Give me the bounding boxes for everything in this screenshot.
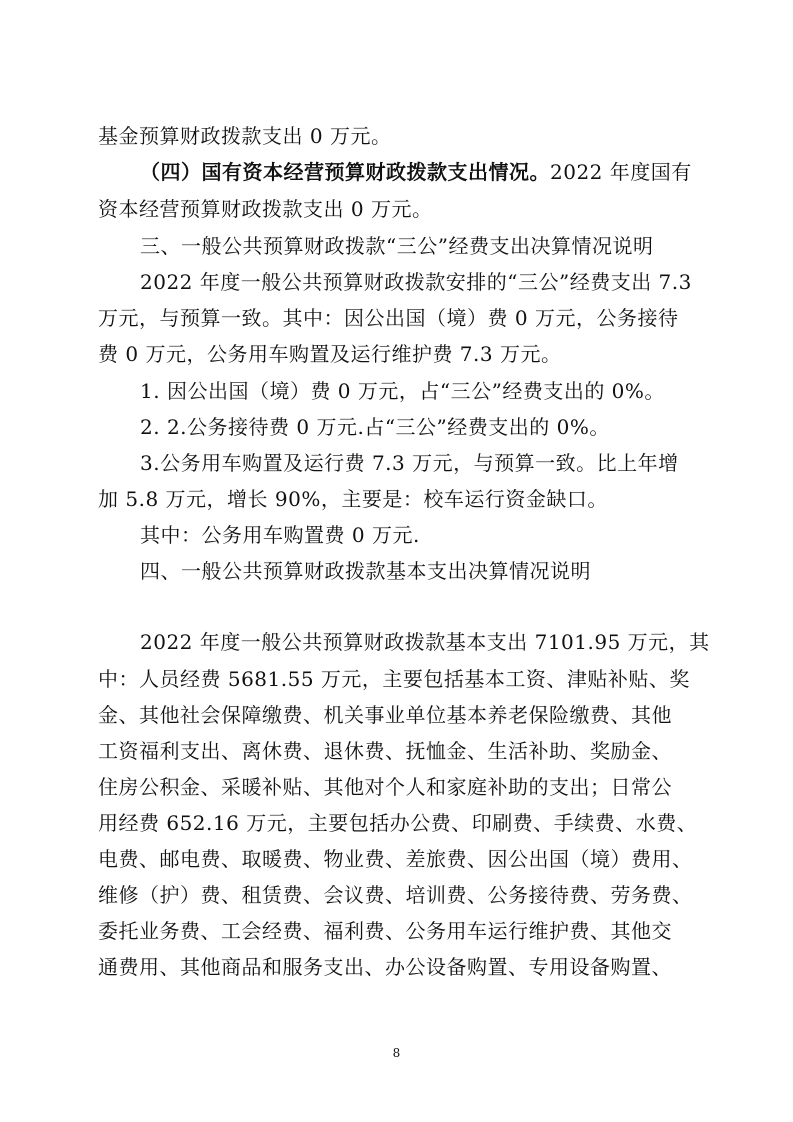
paragraph-line: 金、其他社会保障缴费、机关事业单位基本养老保险缴费、其他 [98,703,672,727]
paragraph-line: 通费用、其他商品和服务支出、办公设备购置、专用设备购置、 [98,955,672,979]
list-item: 1. 因公出国（境）费 0 万元，占“三公”经费支出的 0%。 [140,379,665,403]
paragraph-line: 2022 年度一般公共预算财政拨款安排的“三公”经费支出 7.3 [140,270,692,294]
paragraph-line: 万元，与预算一致。其中：因公出国（境）费 0 万元，公务接待 [98,306,679,330]
paragraph-line: 电费、邮电费、取暖费、物业费、差旅费、因公出国（境）费用、 [98,847,693,871]
list-item: 3.公务用车购置及运行费 7.3 万元，与预算一致。比上年增 [140,451,679,475]
subsection-title: （四）国有资本经营预算财政拨款支出情况。 [140,160,550,184]
paragraph-line: 2022 年度一般公共预算财政拨款基本支出 7101.95 万元，其 [140,630,710,654]
paragraph-line: 资本经营预算财政拨款支出 0 万元。 [98,197,433,221]
paragraph-line: 其中：公务用车购置费 0 万元. [140,523,420,547]
paragraph-line: 中：人员经费 5681.55 万元，主要包括基本工资、津贴补贴、奖 [98,667,690,691]
paragraph-line: 加 5.8 万元，增长 90%，主要是：校车运行资金缺口。 [98,487,608,511]
paragraph-line: 委托业务费、工会经费、福利费、公务用车运行维护费、其他交 [98,919,672,943]
paragraph-line: 用经费 652.16 万元，主要包括办公费、印刷费、手续费、水费、 [98,811,698,835]
paragraph-line: 工资福利支出、离休费、退休费、抚恤金、生活补助、奖励金、 [98,739,672,763]
list-item: 2. 2.公务接待费 0 万元.占“三公”经费支出的 0%。 [140,415,610,439]
paragraph-line: 2022 年度国有 [550,160,692,184]
section-heading-inline [140,160,692,184]
section-heading: 三、一般公共预算财政拨款“三公”经费支出决算情况说明 [140,234,654,258]
paragraph-line: 基金预算财政拨款支出 0 万元。 [98,124,392,148]
paragraph-line: 费 0 万元，公务用车购置及运行维护费 7.3 万元。 [98,342,562,366]
paragraph-line: 维修（护）费、租赁费、会议费、培训费、公务接待费、劳务费、 [98,883,693,907]
section-heading: 四、一般公共预算财政拨款基本支出决算情况说明 [140,559,591,583]
paragraph-line: 住房公积金、采暖补贴、其他对个人和家庭补助的支出；日常公 [98,775,672,799]
page-number: 8 [392,1046,401,1060]
